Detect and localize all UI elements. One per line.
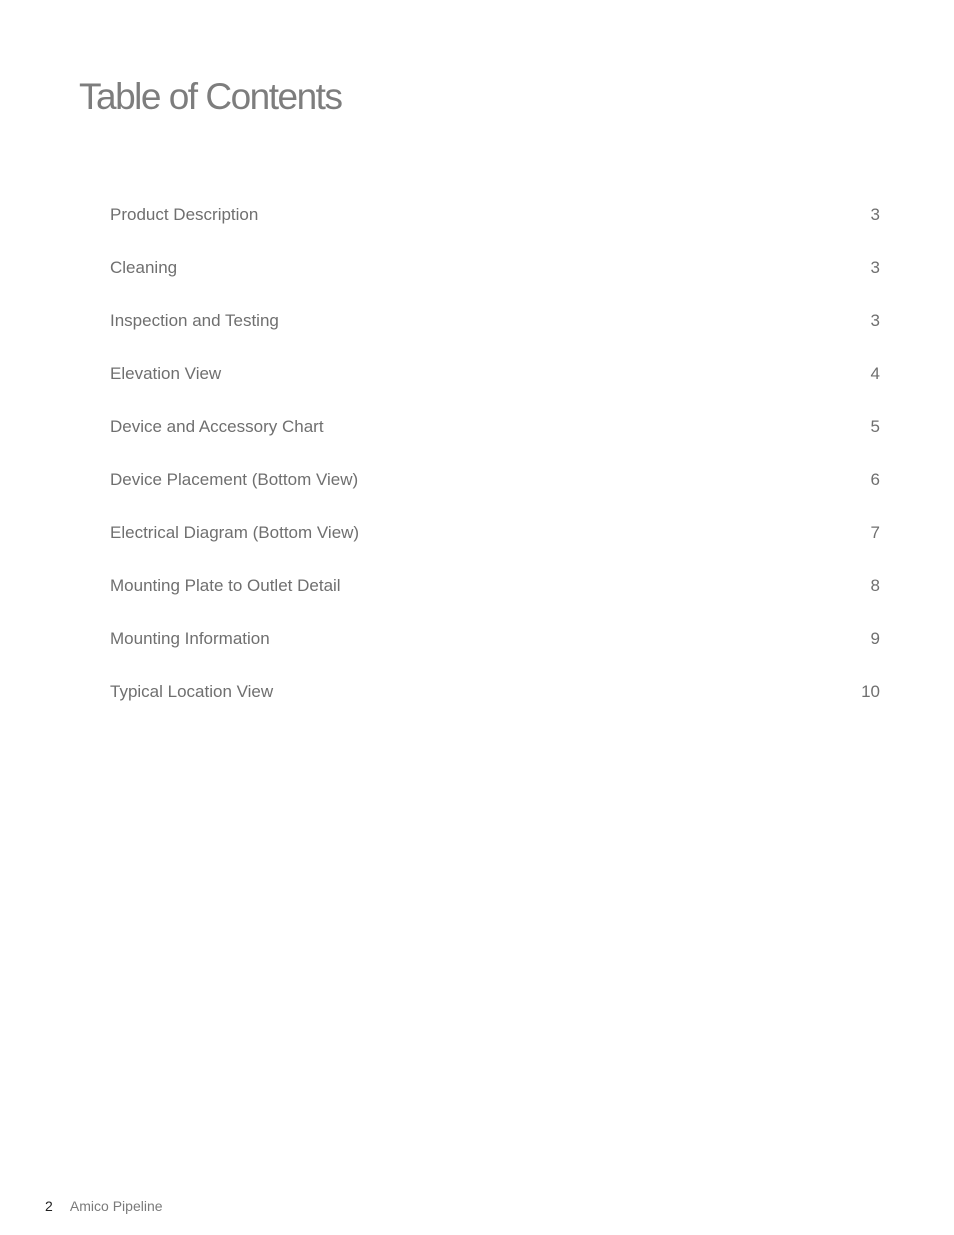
toc-entry-page: 3 — [870, 204, 880, 224]
toc-entry-electrical-diagram[interactable] — [110, 506, 880, 559]
toc-entry-page: 9 — [870, 628, 880, 648]
page-title: Table of Contents — [79, 76, 342, 117]
toc-entry-device-placement[interactable] — [110, 453, 880, 506]
page-footer — [45, 1196, 163, 1216]
table-of-contents — [110, 188, 880, 718]
toc-entry-label: Cleaning — [110, 257, 178, 277]
toc-entry-label: Product Description — [110, 204, 259, 224]
toc-entry-label: Device Placement (Bottom View) — [110, 469, 359, 489]
toc-entry-device-and-accessory-chart[interactable] — [110, 400, 880, 453]
footer-page-number: 2 — [45, 1198, 53, 1214]
toc-entry-cleaning[interactable] — [110, 241, 880, 294]
toc-entry-typical-location-view[interactable] — [110, 665, 880, 718]
toc-entry-label: Electrical Diagram (Bottom View) — [110, 522, 360, 542]
toc-entry-label: Mounting Plate to Outlet Detail — [110, 575, 341, 595]
footer-brand-name: Amico Pipeline — [69, 1198, 163, 1214]
toc-entry-page: 8 — [870, 575, 880, 595]
toc-entry-page: 5 — [870, 416, 880, 436]
toc-entry-mounting-plate-detail[interactable] — [110, 559, 880, 612]
toc-entry-page: 7 — [870, 522, 880, 542]
toc-entry-page: 3 — [870, 257, 880, 277]
toc-entry-label: Typical Location View — [110, 681, 274, 701]
toc-entry-product-description[interactable] — [110, 188, 880, 241]
toc-entry-label: Inspection and Testing — [110, 310, 279, 330]
toc-entry-page: 6 — [870, 469, 880, 489]
toc-entry-page: 10 — [861, 681, 880, 701]
toc-entry-label: Device and Accessory Chart — [110, 416, 324, 436]
toc-entry-mounting-information[interactable] — [110, 612, 880, 665]
toc-entry-inspection-and-testing[interactable] — [110, 294, 880, 347]
toc-entry-page: 3 — [870, 310, 880, 330]
toc-entry-page: 4 — [870, 363, 880, 383]
toc-entry-elevation-view[interactable] — [110, 347, 880, 400]
toc-entry-label: Elevation View — [110, 363, 222, 383]
toc-entry-label: Mounting Information — [110, 628, 270, 648]
